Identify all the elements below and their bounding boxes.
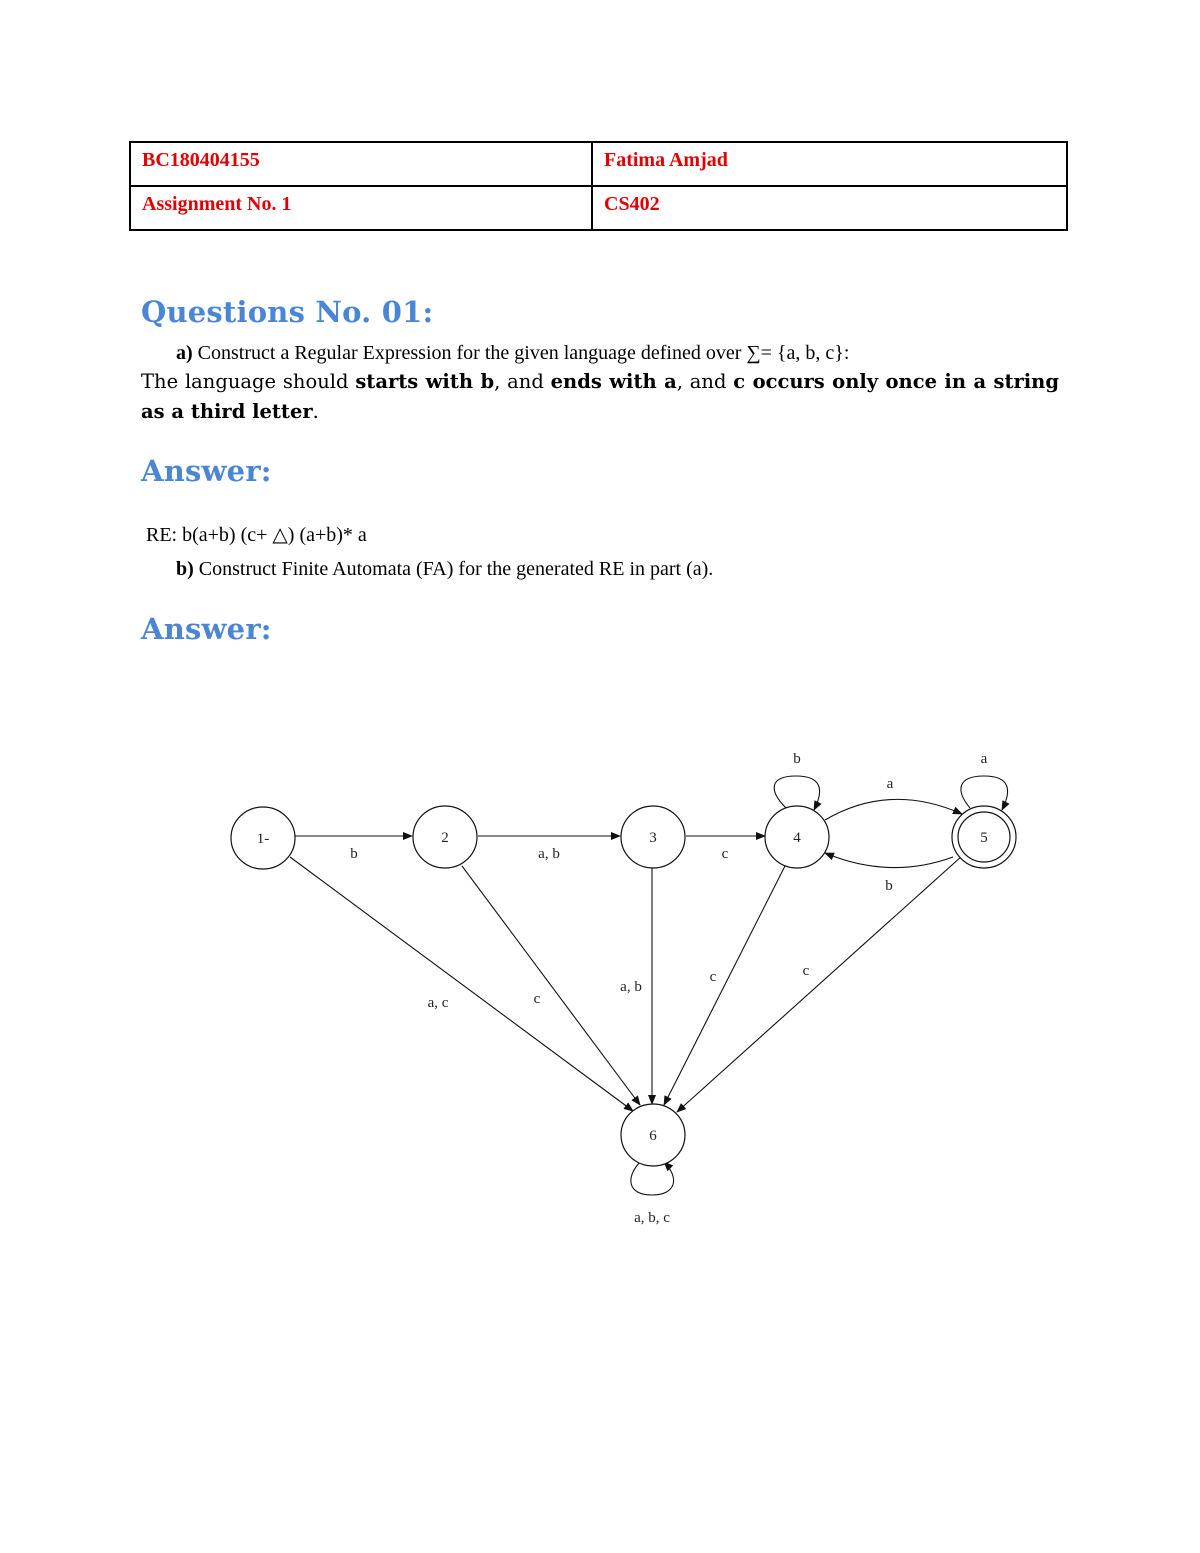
edge-6-6-loop: [631, 1162, 674, 1195]
desc-starts: starts with b: [355, 370, 495, 393]
edge-6-6-label: a, b, c: [634, 1210, 670, 1226]
edge-4-4-loop: [774, 776, 819, 810]
state-3-label: 3: [649, 830, 657, 846]
state-4-label: 4: [793, 830, 801, 846]
desc-text-2: , and: [494, 370, 551, 393]
edge-5-5-loop: [961, 776, 1008, 810]
edge-5-4-label: b: [885, 878, 893, 894]
assignment-cell: Assignment No. 1: [130, 186, 592, 230]
answer-b-heading: Answer:: [141, 612, 272, 646]
edge-4-5-label: a: [886, 776, 894, 792]
edge-2-6-label: c: [533, 991, 541, 1007]
edge-5-4: [825, 853, 953, 868]
regular-expression: RE: b(a+b) (c+ △) (a+b)* a: [146, 524, 367, 546]
desc-text-3: , and: [676, 370, 734, 393]
part-a-label: a): [176, 342, 193, 364]
edge-4-6-label: c: [709, 969, 717, 985]
state-2-label: 2: [441, 830, 449, 846]
edge-1-6-label: a, c: [427, 995, 449, 1011]
edge-5-6: [677, 856, 962, 1112]
edge-1-2-label: b: [350, 846, 358, 862]
edge-2-6: [462, 866, 640, 1105]
desc-ends: ends with a: [550, 370, 677, 393]
course-cell: CS402: [592, 186, 1067, 230]
desc-text-4: .: [312, 400, 319, 423]
student-id-cell: BC180404155: [130, 142, 592, 186]
student-name-cell: Fatima Amjad: [592, 142, 1067, 186]
edge-4-4-label: b: [793, 751, 801, 767]
edge-3-6-label: a, b: [620, 979, 642, 995]
desc-text-1: The language should: [141, 370, 356, 393]
answer-a-heading: Answer:: [141, 454, 272, 488]
desc-c-once: c occurs only once in a string as a third letter: [141, 370, 1059, 423]
edge-2-3-label: a, b: [538, 846, 560, 862]
state-1-label: 1-: [256, 831, 270, 847]
part-b-label: b): [176, 558, 194, 580]
edge-1-6: [290, 857, 633, 1111]
part-b-text: Construct Finite Automata (FA) for the generated RE in part (a).: [193, 558, 714, 580]
state-5-label: 5: [980, 830, 988, 846]
edge-5-5-label: a: [980, 751, 988, 767]
edge-3-4-label: c: [721, 846, 729, 862]
edge-4-5: [825, 799, 962, 820]
question-heading: Questions No. 01:: [141, 295, 434, 329]
part-a-text: Construct a Regular Expression for the given language defined over ∑= {a, b, c}:: [192, 342, 850, 364]
state-6-label: 6: [649, 1128, 657, 1144]
edge-5-6-label: c: [802, 963, 810, 979]
